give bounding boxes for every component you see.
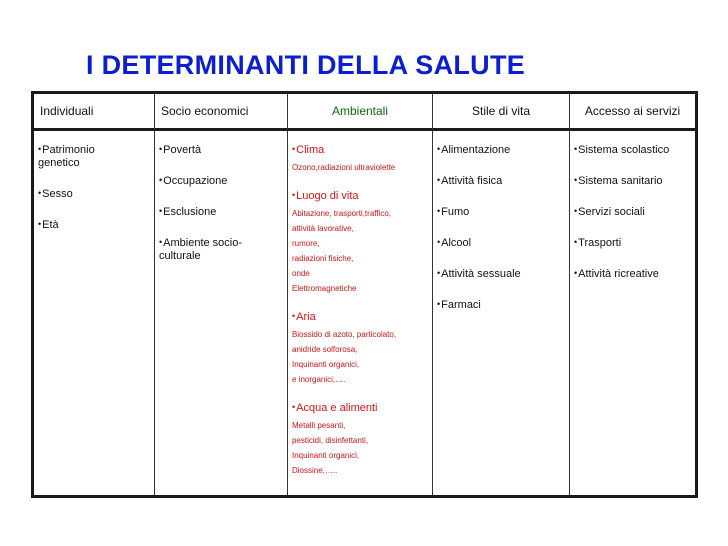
group-detail: pesticidi, disinfettanti, [292, 436, 369, 445]
list-item: •Fumo [437, 206, 470, 218]
group-detail: rumore, [292, 239, 320, 248]
slide-title: I DETERMINANTI DELLA SALUTE [86, 50, 526, 80]
list-item: •Servizi sociali [574, 206, 645, 218]
item-label: Povertà [163, 144, 202, 156]
list-item: •Attività sessuale [437, 268, 521, 280]
header-ambientali: Ambientali [288, 94, 433, 131]
list-item: •Età [38, 219, 59, 231]
header-stile-di-vita: Stile di vita [433, 94, 570, 131]
item-label: Attività sessuale [441, 268, 521, 280]
list-item: •Ambiente socio-culturale [159, 237, 243, 262]
column-socio-economici [155, 131, 288, 495]
group-detail: Abitazione, trasporti,traffico, [292, 209, 392, 218]
header-accesso-servizi: Accesso ai servizi [570, 94, 695, 131]
item-label: Trasporti [578, 237, 622, 249]
column-individuali [34, 131, 155, 495]
list-item: •Farmaci [437, 299, 481, 311]
item-label: Attività fisica [441, 175, 503, 187]
header-individuali: Individuali [34, 94, 155, 131]
list-item: •Trasporti [574, 237, 622, 249]
list-item: •Sistema scolastico [574, 144, 670, 156]
item-label: Alimentazione [441, 144, 511, 156]
item-label: Fumo [441, 206, 470, 218]
group-detail: Inquinanti organici, [292, 360, 360, 369]
group-detail: onde [292, 269, 310, 278]
group-detail: Diossine,….. [292, 466, 338, 475]
item-label: Alcool [441, 237, 472, 249]
group-detail: e inorganici,…. [292, 375, 346, 384]
group-title-aria: •Aria [292, 311, 316, 323]
group-detail: Ozono,radiazioni ultraviolette [292, 163, 396, 172]
list-item: •Povertà [159, 144, 202, 156]
list-item: •Sistema sanitario [574, 175, 663, 187]
group-detail: Elettromagnetiche [292, 284, 357, 293]
header-socio-economici: Socio economici [155, 94, 288, 131]
item-label: Esclusione [163, 206, 217, 218]
list-item: •Alimentazione [437, 144, 511, 156]
list-item: •Alcool [437, 237, 472, 249]
group-title-clima: •Clima [292, 144, 325, 156]
group-detail: radiazioni fisiche, [292, 254, 354, 263]
group-detail: attività lavorative, [292, 224, 354, 233]
item-label: Sistema scolastico [578, 144, 670, 156]
list-item: •Attività ricreative [574, 268, 659, 280]
determinants-table [31, 91, 698, 498]
item-label: Età [42, 219, 59, 231]
group-detail: Inquinanti organici, [292, 451, 360, 460]
group-detail: Metalli pesanti, [292, 421, 346, 430]
list-item: •Patrimonio genetico [38, 144, 95, 169]
item-label: Sistema sanitario [578, 175, 663, 187]
column-accesso-servizi [570, 131, 695, 495]
item-label: Attività ricreative [578, 268, 659, 280]
group-title-acqua-alimenti: •Acqua e alimenti [292, 402, 378, 414]
column-ambientali [288, 131, 433, 495]
item-label: Ambiente socio-culturale [159, 237, 243, 262]
item-label: Farmaci [441, 299, 481, 311]
group-title-luogo-di-vita: •Luogo di vita [292, 190, 359, 202]
column-stile-di-vita [433, 131, 570, 495]
list-item: •Esclusione [159, 206, 217, 218]
list-item: •Attività fisica [437, 175, 503, 187]
group-detail: Biossido di azoto, particolato, [292, 330, 397, 339]
list-item: •Occupazione [159, 175, 228, 187]
group-detail: anidride solforosa, [292, 345, 358, 354]
item-label: Patrimonio genetico [38, 144, 95, 169]
item-label: Servizi sociali [578, 206, 645, 218]
item-label: Occupazione [163, 175, 228, 187]
list-item: •Sesso [38, 188, 73, 200]
item-label: Sesso [42, 188, 73, 200]
